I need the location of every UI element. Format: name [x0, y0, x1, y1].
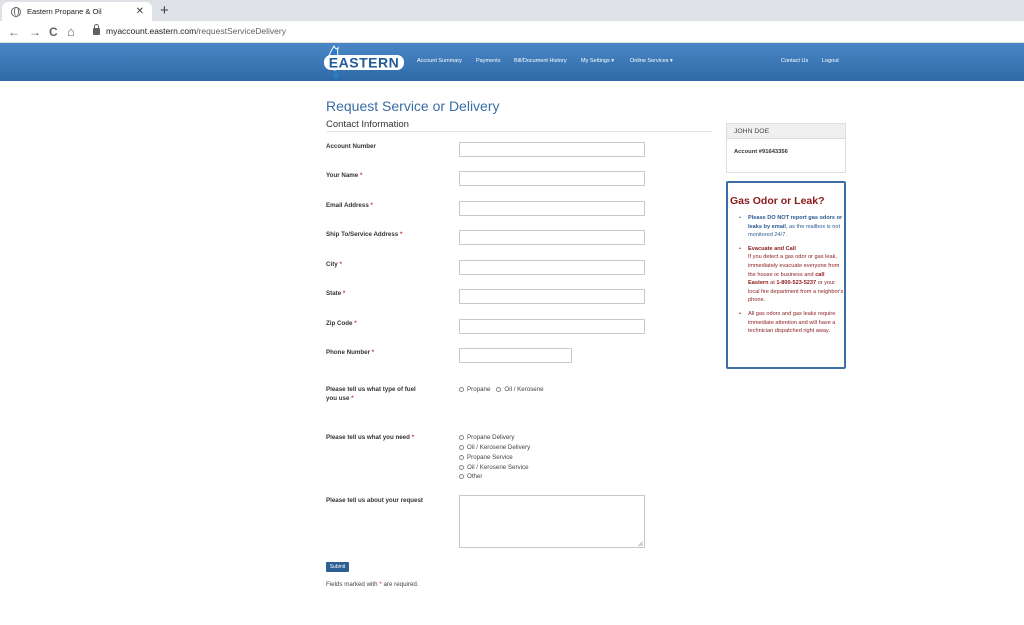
- site-header: [0, 43, 1024, 81]
- zip-input[interactable]: [459, 319, 645, 334]
- label-city: City *: [326, 261, 342, 268]
- reload-icon[interactable]: C: [49, 25, 58, 39]
- radio-propane-service[interactable]: [459, 455, 464, 460]
- radio-propane[interactable]: [459, 387, 464, 392]
- required-note: Fields marked with * are required.: [326, 581, 419, 588]
- required-mark: *: [354, 320, 357, 327]
- page-title: Request Service or Delivery: [326, 98, 500, 114]
- account-panel: [726, 123, 846, 173]
- radio-oil-kerosene[interactable]: [496, 387, 501, 392]
- account-holder-name: JOHN DOE: [727, 124, 845, 139]
- gas-alert-item: • Please DO NOT report gas odors or leaks by email, as the mailbox is not monitored 24/7.: [738, 214, 844, 240]
- submit-button[interactable]: Submit: [326, 562, 349, 572]
- url-domain: myaccount.eastern.com: [106, 26, 197, 36]
- need-option: [459, 473, 482, 480]
- radio-label: Propane Delivery: [467, 434, 515, 441]
- forward-icon[interactable]: →: [29, 25, 41, 39]
- radio-propane-delivery[interactable]: [459, 435, 464, 440]
- gas-leak-alert: [726, 181, 846, 369]
- required-mark: *: [371, 349, 375, 356]
- email-input[interactable]: [459, 201, 645, 216]
- address-bar-row: [0, 21, 1024, 43]
- required-mark: *: [370, 202, 373, 209]
- radio-label: Other: [467, 473, 483, 480]
- radio-label-oil-kerosene: Oil / Kerosene: [504, 386, 544, 393]
- required-mark: *: [351, 395, 354, 402]
- state-input[interactable]: [459, 289, 645, 304]
- label-phone: Phone Number *: [326, 349, 375, 356]
- label-fuel-type: Please tell us what type of fuel you use *: [326, 386, 416, 402]
- label-address: Ship To/Service Address *: [326, 231, 403, 238]
- radio-oil-delivery[interactable]: [459, 445, 464, 450]
- need-option: [459, 434, 514, 441]
- globe-icon: [11, 7, 21, 17]
- gas-alert-item: • All gas odors and gas leaks require immediate attention and will have a technician dispatched right away.: [738, 310, 844, 336]
- gas-alert-list: [738, 214, 844, 341]
- required-mark: *: [411, 434, 415, 441]
- new-tab-button[interactable]: +: [160, 2, 169, 19]
- radio-oil-service[interactable]: [459, 465, 464, 470]
- required-mark: *: [339, 261, 342, 268]
- url-field[interactable]: [106, 26, 286, 36]
- nav-logout[interactable]: Logout: [822, 58, 839, 64]
- url-path: /requestServiceDelivery: [196, 26, 286, 36]
- radio-label: Propane Service: [467, 454, 513, 461]
- label-your-name: Your Name *: [326, 172, 363, 179]
- label-request: Please tell us about your request: [326, 497, 423, 504]
- logo-text: EASTERN: [328, 54, 400, 71]
- home-icon[interactable]: ⌂: [67, 24, 75, 39]
- nav-account-summary[interactable]: Account Summary: [417, 58, 462, 64]
- need-option: [459, 464, 529, 471]
- gas-alert-title: Gas Odor or Leak?: [730, 195, 825, 207]
- phone-input[interactable]: [459, 348, 572, 363]
- close-tab-icon[interactable]: ✕: [135, 5, 144, 17]
- account-number: Account #91643356: [734, 149, 788, 155]
- nav-my-settings[interactable]: My Settings ▾: [581, 58, 615, 64]
- label-state: State *: [326, 290, 346, 297]
- radio-label: Oil / Kerosene Delivery: [467, 444, 531, 451]
- required-mark: *: [399, 231, 403, 238]
- back-icon[interactable]: ←: [8, 25, 20, 39]
- radio-label: Oil / Kerosene Service: [467, 464, 529, 471]
- city-input[interactable]: [459, 260, 645, 275]
- tab-title: Eastern Propane & Oil: [27, 7, 102, 16]
- need-option: [459, 444, 530, 451]
- name-input[interactable]: [459, 171, 645, 186]
- radio-other[interactable]: [459, 474, 464, 479]
- label-zip: Zip Code *: [326, 320, 357, 327]
- radio-label-propane: Propane: [467, 386, 491, 393]
- fuel-options: [459, 386, 544, 393]
- lock-icon: [93, 28, 100, 35]
- nav-bill-history[interactable]: Bill/Document History: [514, 58, 567, 64]
- address-input[interactable]: [459, 230, 645, 245]
- nav-contact-us[interactable]: Contact Us: [781, 58, 809, 64]
- browser-tabbar: [0, 0, 1024, 21]
- request-textarea[interactable]: [459, 495, 645, 548]
- section-divider: [326, 131, 712, 132]
- nav-online-services[interactable]: Online Services ▾: [630, 58, 673, 64]
- resize-grip-icon[interactable]: [638, 541, 643, 546]
- flame-logo-icon: [320, 44, 406, 80]
- browser-tab[interactable]: [2, 2, 152, 21]
- need-option: [459, 454, 513, 461]
- account-number-input[interactable]: [459, 142, 645, 157]
- section-title: Contact Information: [326, 119, 409, 130]
- nav-payments[interactable]: Payments: [476, 58, 501, 64]
- label-account-number: Account Number: [326, 143, 376, 150]
- required-mark: *: [359, 172, 363, 179]
- label-email: Email Address *: [326, 202, 373, 209]
- eastern-logo[interactable]: [320, 44, 406, 80]
- label-need: Please tell us what you need *: [326, 434, 415, 441]
- gas-alert-item: • Evacuate and Call If you detect a gas odor or gas leak, immediately evacuate everyone from the house or business and call Eastern at 1-800-523-5237 or your local fire department from a neighbor's phone.: [738, 245, 844, 305]
- required-mark: *: [342, 290, 346, 297]
